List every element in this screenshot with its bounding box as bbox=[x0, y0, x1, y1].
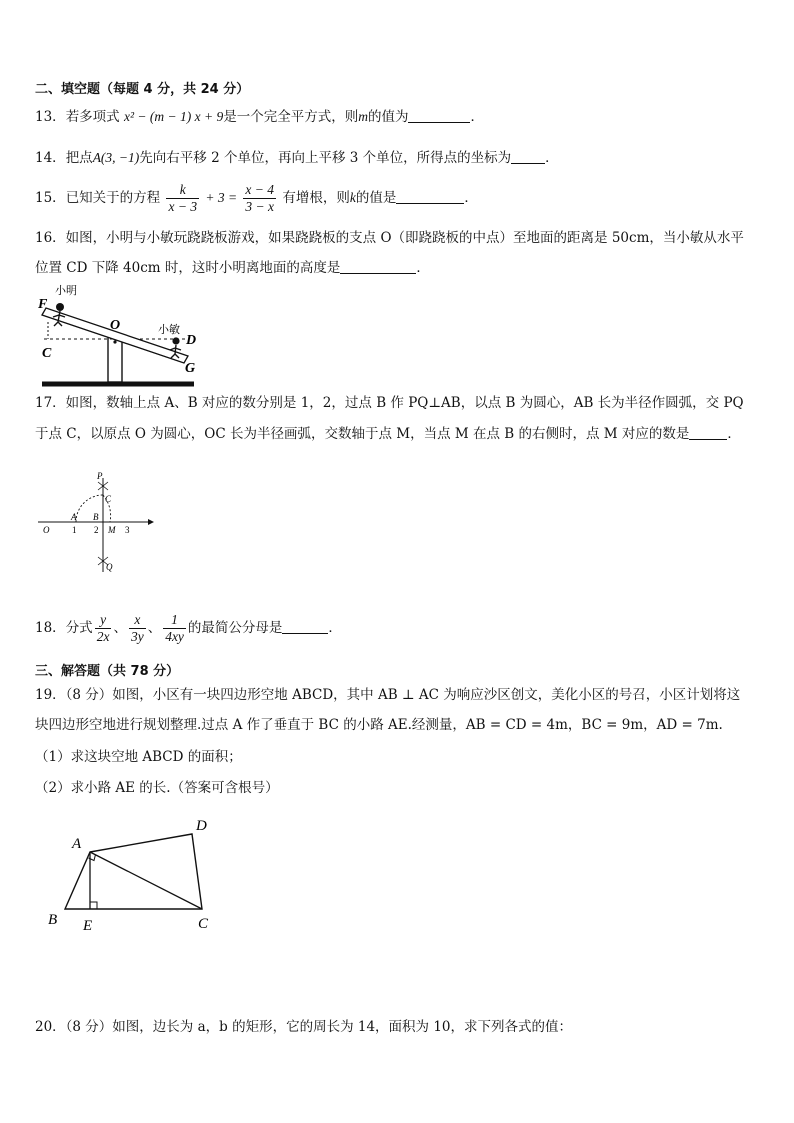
tick-3: 3 bbox=[125, 525, 130, 535]
axis-arrow bbox=[148, 519, 154, 525]
fulcrum-post bbox=[108, 337, 122, 382]
label-b: B bbox=[48, 912, 58, 928]
question-16-line-2: 位置 CD 下降 40cm 时，这时小明离地面的高度是 ． bbox=[35, 260, 430, 276]
quadrilateral-abcd bbox=[65, 834, 202, 909]
answer-blank[interactable] bbox=[340, 259, 416, 274]
question-18: 18．分式 $\frac{y}{2x}$ 、 $\frac{x}{3y}$ 、 $\frac{1}{4xy}$ 的最简公分母是 ． bbox=[35, 612, 342, 644]
label-a: A bbox=[71, 512, 77, 522]
label-g: G bbox=[185, 361, 196, 376]
diagonal-ac bbox=[90, 852, 202, 909]
question-19-line-1: 19．（8 分）如图，小区有一块四边形空地 ABCD，其中 AB ⊥ AC 为响应沙区创文，美化小区的号召，小区计划将这 bbox=[35, 687, 741, 703]
question-19-part-1: （1）求这块空地 ABCD 的面积； bbox=[35, 749, 242, 765]
question-17-line-1: 17．如图，数轴上点 A、B 对应的数分别是 1，2，过点 B 作 PQ⊥AB，以点 B 为圆心，AB 长为半径作圆弧，交 PQ bbox=[35, 395, 744, 411]
question-15: 15．已知关于的方程 $\frac{k}{x - 3}$ + 3 = $\frac{x - 4}{3 - x}$ 有增根，则k的值是 ． bbox=[35, 182, 478, 214]
label-a: A bbox=[72, 836, 82, 852]
answer-blank[interactable] bbox=[511, 149, 545, 164]
answer-blank[interactable] bbox=[282, 619, 328, 634]
q18-fraction-2: $\frac{x}{3y}$ bbox=[130, 612, 144, 644]
q15-fraction-1: $\frac{k}{x - 3}$ bbox=[168, 182, 198, 214]
q18-fraction-3: $\frac{1}{4xy}$ bbox=[165, 612, 184, 644]
label-c: C bbox=[198, 916, 209, 932]
answer-blank[interactable] bbox=[408, 108, 470, 123]
label-o: O bbox=[43, 525, 50, 535]
label-m: M bbox=[108, 525, 116, 535]
label-xiaomin: 小敏 bbox=[158, 324, 180, 336]
label-c: C bbox=[105, 494, 112, 504]
label-o: O bbox=[110, 318, 121, 333]
answer-blank[interactable] bbox=[689, 425, 727, 440]
xiaomin-head bbox=[172, 337, 179, 344]
label-b: B bbox=[93, 512, 99, 522]
xiaoming-head bbox=[56, 303, 64, 311]
q18-fraction-1: $\frac{y}{2x}$ bbox=[96, 612, 110, 644]
label-d: D bbox=[196, 818, 207, 834]
tick-2: 2 bbox=[94, 525, 99, 535]
section-title-fill-in: 二、填空题（每题 4 分，共 24 分） bbox=[35, 82, 250, 97]
right-angle-mark-e bbox=[90, 902, 97, 909]
label-xiaoming: 小明 bbox=[55, 285, 77, 297]
pivot-point bbox=[113, 340, 116, 343]
q15-fraction-2: $\frac{x - 4}{3 - x}$ bbox=[245, 182, 275, 214]
label-c: C bbox=[42, 346, 52, 361]
label-p: P bbox=[97, 471, 103, 481]
q14-point: A(3, −1) bbox=[92, 150, 140, 165]
tick-1: 1 bbox=[72, 525, 77, 535]
number-line-figure bbox=[36, 470, 160, 576]
seesaw-figure bbox=[28, 282, 208, 388]
answer-blank[interactable] bbox=[396, 189, 464, 204]
question-20-line-1: 20．（8 分）如图，边长为 a，b 的矩形，它的周长为 14，面积为 10，求下列各式的值： bbox=[35, 1019, 573, 1035]
label-e: E bbox=[83, 918, 93, 934]
question-16-line-1: 16．如图，小明与小敏玩跷跷板游戏，如果跷跷板的支点 O（即跷跷板的中点）至地面的距离是 50cm，当小敏从水平 bbox=[35, 230, 744, 246]
section-title-solve: 三、解答题（共 78 分） bbox=[35, 664, 180, 679]
q13-polynomial: x² − (m − 1) x + 9 bbox=[123, 109, 224, 124]
label-f: F bbox=[38, 297, 48, 312]
arc-from-a-to-c bbox=[76, 495, 103, 522]
question-19-part-2: （2）求小路 AE 的长.（答案可含根号） bbox=[35, 780, 279, 796]
question-14: 14．把点A(3, −1)先向右平移 2 个单位，再向上平移 3 个单位，所得点的坐标为 ． bbox=[35, 150, 559, 166]
question-13: 13．若多项式 x² − (m − 1) x + 9是一个完全平方式，则m的值为 ． bbox=[35, 109, 484, 125]
label-q: Q bbox=[106, 562, 113, 572]
label-d: D bbox=[186, 333, 197, 348]
question-17-line-2: 于点 C，以原点 O 为圆心，OC 长为半径画弧，交数轴于点 M，当点 M 在点 B 的右侧时，点 M 对应的数是 ． bbox=[35, 426, 741, 442]
question-19-line-2: 块四边形空地进行规划整理.过点 A 作了垂直于 BC 的小路 AE.经测量，AB = CD = 4m，BC = 9m，AD = 7m. bbox=[35, 717, 723, 733]
quadrilateral-figure bbox=[42, 812, 232, 938]
